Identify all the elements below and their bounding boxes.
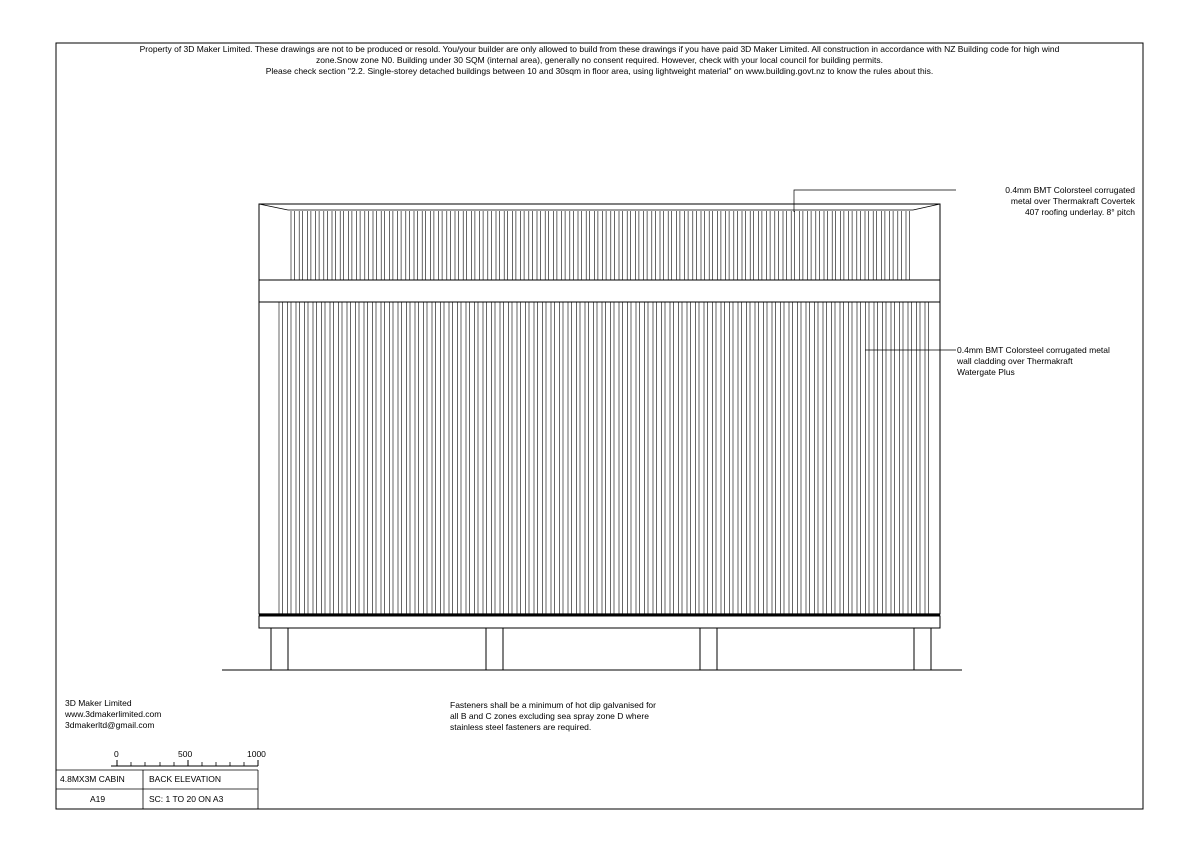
pile	[271, 628, 288, 670]
roof-annotation-line-1: 0.4mm BMT Colorsteel corrugated	[1005, 185, 1135, 195]
fasteners-note-line-1: Fasteners shall be a minimum of hot dip galvanised for	[450, 700, 656, 710]
wall-annotation-line-2: wall cladding over Thermakraft	[957, 356, 1073, 366]
header-line-2: zone.Snow zone N0. Building under 30 SQM (internal area), generally no consent required. However, check with your local council for building permits.	[316, 55, 883, 65]
roof-fascia	[259, 204, 940, 280]
bearer-band	[259, 616, 940, 628]
scale-bar	[111, 760, 258, 766]
header-line-3: Please check section "2.2. Single-storey detached buildings between 10 and 30sqm in floor area, using lightweight material" on www.building.govt.nz to know the rules about this.	[265, 66, 934, 76]
header-line-1: Property of 3D Maker Limited. These drawings are not to be produced or resold. You/your builder are only allowed to build from these drawings if you have paid 3D Maker Limited. All construction in accordance with NZ Building code for high wind	[139, 44, 1060, 54]
company-name: 3D Maker Limited	[65, 698, 132, 708]
pile	[700, 628, 717, 670]
wall-annotation-line-1: 0.4mm BMT Colorsteel corrugated metal	[957, 345, 1110, 355]
wall-annotation-line-3: Watergate Plus	[957, 367, 1015, 377]
fasteners-note-line-2: all B and C zones excluding sea spray zone D where	[450, 711, 649, 721]
scale-label-1000: 1000	[247, 749, 266, 759]
top-plate-band	[259, 280, 940, 302]
company-email: 3dmakerltd@gmail.com	[65, 720, 155, 730]
fasteners-note-line-3: stainless steel fasteners are required.	[450, 722, 592, 732]
roof-annotation-line-3: 407 roofing underlay. 8° pitch	[1024, 207, 1135, 217]
roof-annotation-line-2: metal over Thermakraft Covertek	[1010, 196, 1135, 206]
scale-label-0: 0	[114, 749, 119, 759]
scale-label-500: 500	[178, 749, 193, 759]
company-website: www.3dmakerlimited.com	[65, 709, 162, 719]
pile	[486, 628, 503, 670]
drawing-scale: SC: 1 TO 20 ON A3	[149, 794, 224, 804]
project-title: 4.8MX3M CABIN	[60, 774, 125, 784]
pile	[914, 628, 931, 670]
view-title: BACK ELEVATION	[149, 774, 221, 784]
wall-cladding	[259, 302, 940, 614]
sheet-number: A19	[90, 794, 106, 804]
